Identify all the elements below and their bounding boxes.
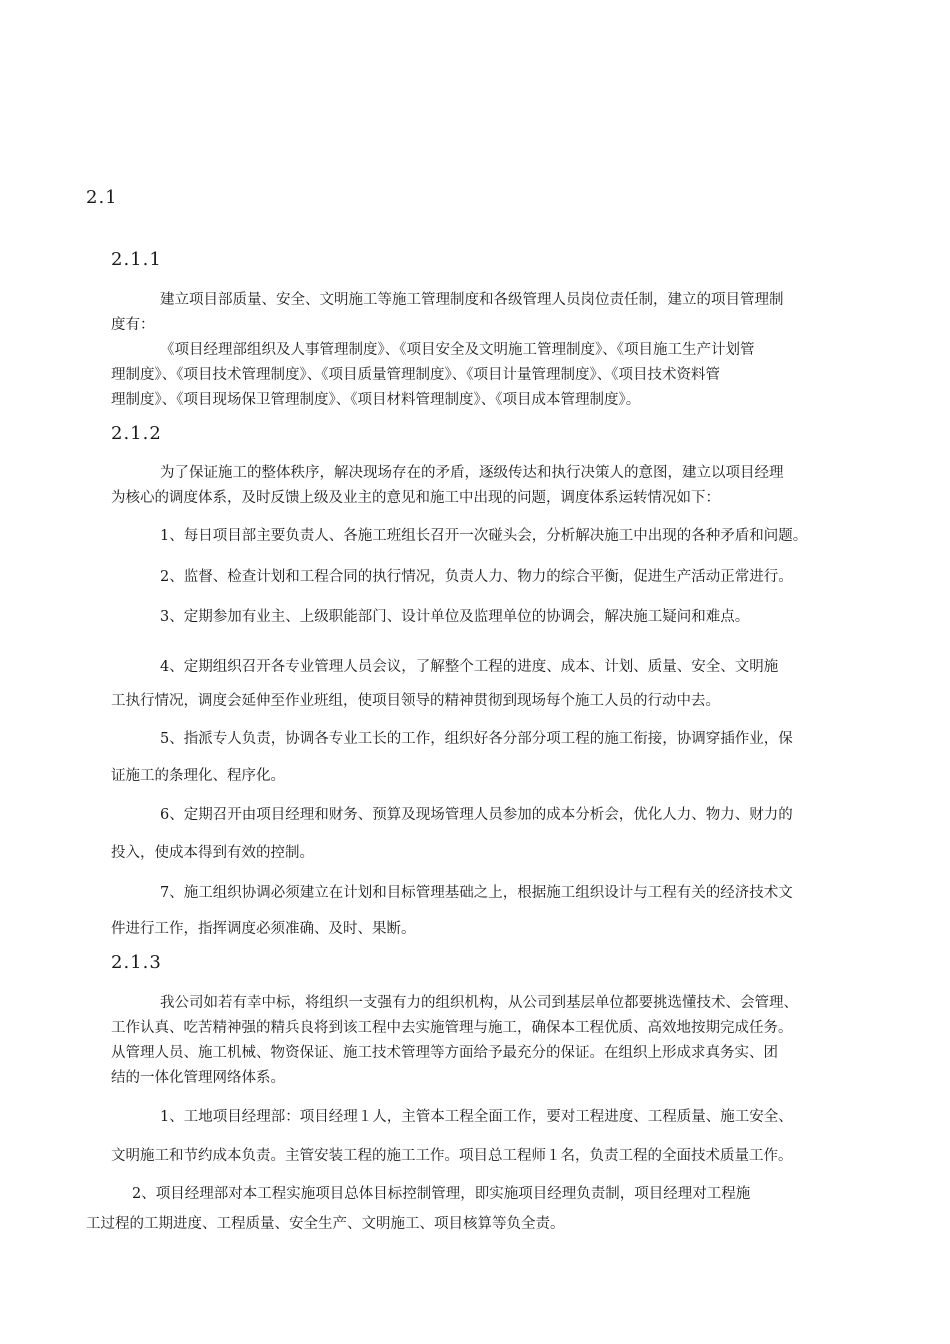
s213-intro-line-4: 结的一体化管理网络体系。 — [111, 1070, 285, 1086]
s211-intro-line-1: 建立项目部质量、安全、文明施工等施工管理制度和各级管理人员岗位责任制，建立的项目管理制 — [160, 292, 784, 308]
heading-2-1-3: 2.1.3 — [111, 952, 162, 973]
s212-item-7-line-1: 7、施工组织协调必须建立在计划和目标管理基础之上，根据施工组织设计与工程有关的经济技术文 — [160, 885, 793, 901]
s212-item-7-line-2: 件进行工作，指挥调度必须准确、及时、果断。 — [111, 921, 416, 937]
s212-item-6-line-2: 投入，使成本得到有效的控制。 — [111, 845, 314, 861]
s213-intro-line-1: 我公司如若有幸中标，将组织一支强有力的组织机构，从公司到基层单位都要挑选懂技术、会管理、 — [160, 995, 798, 1011]
s213-intro-line-2: 工作认真、吃苦精神强的精兵良将到该工程中去实施管理与施工，确保本工程优质、高效地按期完成任务。 — [111, 1020, 793, 1036]
s212-item-4-line-1: 4、定期组织召开各专业管理人员会议，了解整个工程的进度、成本、计划、质量、安全、文明施 — [160, 659, 779, 675]
s212-intro-line-2: 为核心的调度体系，及时反馈上级及业主的意见和施工中出现的问题，调度体系运转情况如下： — [111, 490, 720, 506]
s212-item-3: 3、定期参加有业主、上级职能部门、设计单位及监理单位的协调会，解决施工疑问和难点。 — [160, 609, 750, 625]
s212-item-6-line-1: 6、定期召开由项目经理和财务、预算及现场管理人员参加的成本分析会，优化人力、物力、财力的 — [160, 807, 793, 823]
s213-item-1-line-1: 1、工地项目经理部：项目经理１人，主管本工程全面工作，要对工程进度、工程质量、施工安全、 — [160, 1109, 793, 1125]
s211-list-line-3: 理制度》、《项目现场保卫管理制度》、《项目材料管理制度》、《项目成本管理制度》。 — [111, 392, 641, 408]
s213-item-2-line-1: 2、项目经理部对本工程实施项目总体目标控制管理，即实施项目经理负责制，项目经理对工程施 — [132, 1186, 751, 1202]
s212-item-5-line-1: 5、指派专人负责，协调各专业工长的工作，组织好各分部分项工程的施工衔接，协调穿插作业，保 — [160, 731, 793, 747]
s212-item-1: 1、每日项目部主要负责人、各施工班组长召开一次碰头会，分析解决施工中出现的各种矛盾和问题。 — [160, 528, 808, 544]
heading-2-1-2: 2.1.2 — [111, 423, 162, 444]
heading-2-1-1: 2.1.1 — [111, 249, 162, 270]
s212-item-2: 2、监督、检查计划和工程合同的执行情况，负责人力、物力的综合平衡，促进生产活动正常进行。 — [160, 569, 793, 585]
s213-item-1-line-2: 文明施工和节约成本负责。主管安装工程的施工工作。项目总工程师１名，负责工程的全面技术质量工作。 — [111, 1148, 793, 1164]
s211-list-line-2: 理制度》、《项目技术管理制度》、《项目质量管理制度》、《项目计量管理制度》、《项目技术资料管 — [111, 367, 720, 383]
heading-2-1: 2.1 — [86, 187, 118, 208]
s212-intro-line-1: 为了保证施工的整体秩序，解决现场存在的矛盾，逐级传达和执行决策人的意图，建立以项目经理 — [160, 465, 784, 481]
s213-item-2-line-2: 工过程的工期进度、工程质量、安全生产、文明施工、项目核算等负全责。 — [86, 1216, 565, 1232]
s212-item-4-line-2: 工执行情况，调度会延伸至作业班组，使项目领导的精神贯彻到现场每个施工人员的行动中去。 — [111, 693, 720, 709]
s212-item-5-line-2: 证施工的条理化、程序化。 — [111, 768, 285, 784]
s211-list-line-1: 《项目经理部组织及人事管理制度》、《项目安全及文明施工管理制度》、《项目施工生产计划管 — [160, 342, 755, 358]
s213-intro-line-3: 从管理人员、施工机械、物资保证、施工技术管理等方面给予最充分的保证。在组织上形成求真务实、团 — [111, 1045, 778, 1061]
s211-intro-line-2: 度有： — [111, 317, 155, 333]
